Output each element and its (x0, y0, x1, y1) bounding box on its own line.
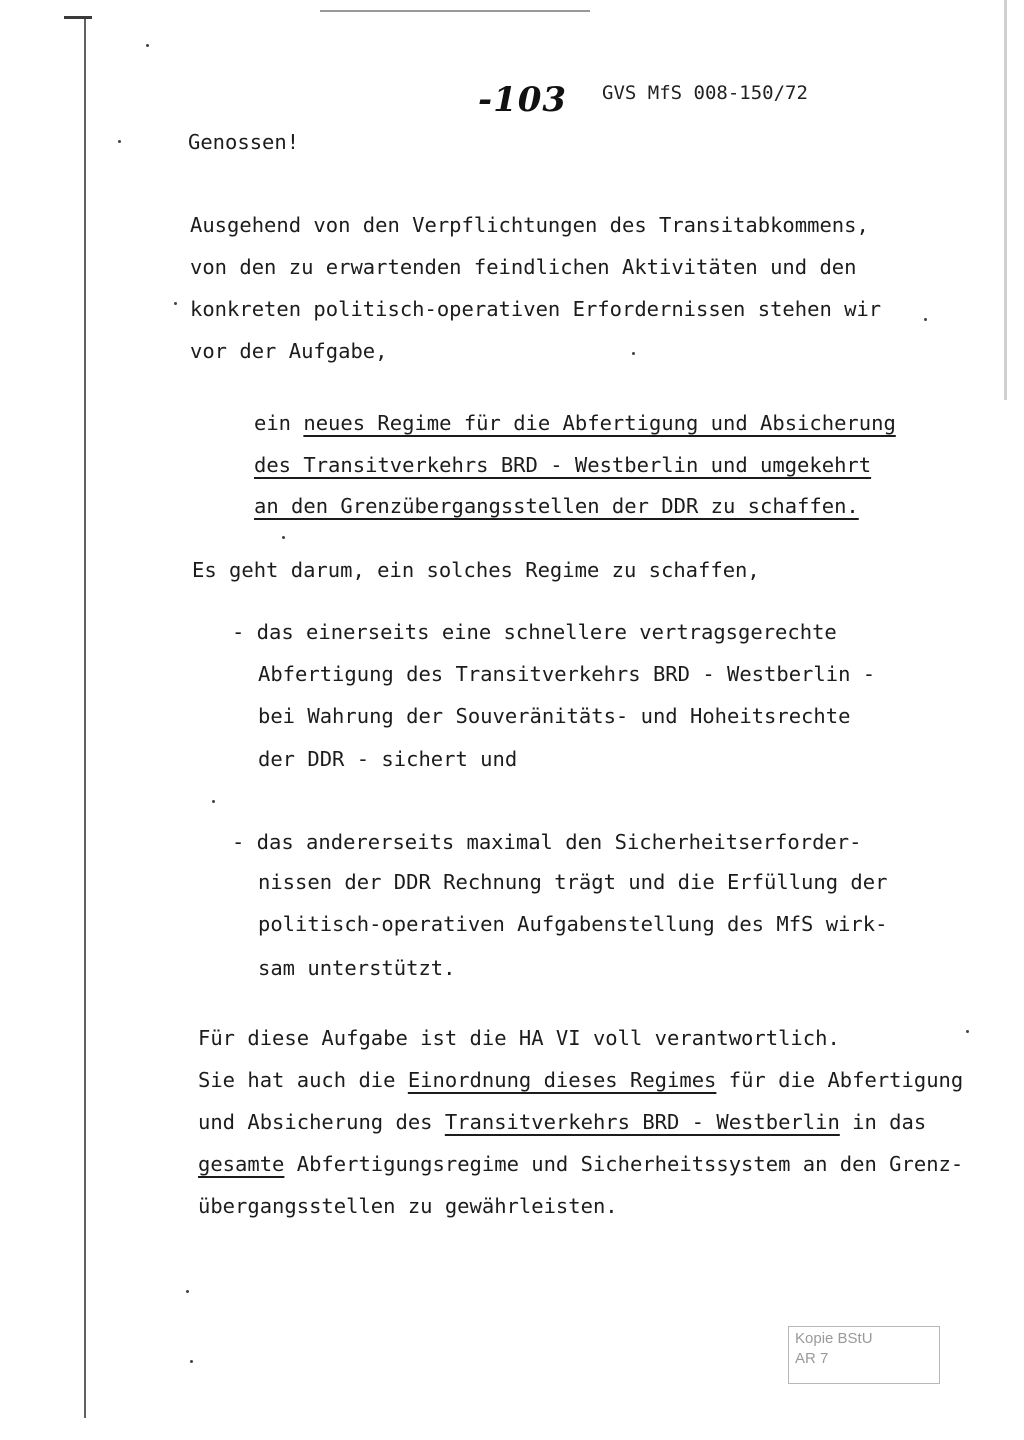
archive-stamp (788, 1326, 940, 1384)
task-prefix: ein (254, 411, 304, 435)
task-line (254, 453, 871, 477)
responsibility-text: und Absicherung des (198, 1110, 445, 1134)
point-1-line: bei Wahrung der Souveränitäts- und Hoheitsrechte (258, 704, 851, 728)
scan-speck (146, 44, 149, 47)
top-rule-line (320, 10, 590, 12)
point-2-line: nissen der DDR Rechnung trägt und die Erfüllung der (258, 870, 888, 894)
intro-line: vor der Aufgabe, (190, 339, 388, 363)
salutation: Genossen! (188, 130, 300, 154)
stamp-line: AR 7 (795, 1350, 829, 1367)
regime-intro: Es geht darum, ein solches Regime zu schaffen, (192, 558, 760, 582)
point-1-line: - das einerseits eine schnellere vertragsgerechte (232, 620, 837, 644)
scan-speck (924, 318, 927, 321)
intro-line: Ausgehend von den Verpflichtungen des Transitabkommens, (190, 213, 869, 237)
scan-speck (966, 1030, 969, 1033)
scan-speck (118, 140, 121, 143)
task-underlined-text: des Transitverkehrs BRD - Westberlin und umgekehrt (254, 453, 872, 477)
page-edge-shadow (1004, 0, 1007, 400)
task-underlined-text: an den Grenzübergangsstellen der DDR zu schaffen. (254, 494, 859, 518)
point-1-line: der DDR - sichert und (258, 747, 518, 771)
responsibility-line: Für diese Aufgabe ist die HA VI voll verantwortlich. (198, 1026, 840, 1050)
responsibility-line (198, 1110, 926, 1134)
scan-speck (632, 352, 635, 355)
intro-line: von den zu erwartenden feindlichen Aktivitäten und den (190, 255, 857, 279)
document-reference: GVS MfS 008-150/72 (602, 82, 808, 104)
responsibility-line (198, 1068, 963, 1092)
scan-speck (190, 1360, 193, 1363)
responsibility-underlined-text: gesamte (198, 1152, 285, 1176)
responsibility-text: für die Abfertigung (716, 1068, 964, 1092)
scan-speck (174, 302, 177, 305)
point-2-line: - das andererseits maximal den Sicherheitserforder- (232, 830, 862, 854)
responsibility-underlined-text: Einordnung dieses Regimes (407, 1068, 717, 1092)
scan-speck (212, 800, 215, 803)
task-line (254, 494, 859, 518)
responsibility-underlined-text: Transitverkehrs BRD - Westberlin (444, 1110, 840, 1134)
point-2-line: sam unterstützt. (258, 956, 456, 980)
responsibility-text: Abfertigungsregime und Sicherheitssystem an den Grenz- (284, 1152, 964, 1176)
stamp-line: Kopie BStU (795, 1330, 873, 1347)
scan-speck (282, 536, 285, 539)
responsibility-text: Sie hat auch die (198, 1068, 408, 1092)
responsibility-line (198, 1152, 963, 1176)
page-number: -103 (478, 80, 568, 120)
point-2-line: politisch-operativen Aufgabenstellung des MfS wirk- (258, 912, 888, 936)
binding-mark (64, 16, 92, 19)
binding-margin-line (84, 18, 86, 1418)
task-line (254, 411, 896, 435)
scan-speck (186, 1290, 189, 1293)
task-underlined-text: neues Regime für die Abfertigung und Absicherung (303, 411, 896, 435)
point-1-line: Abfertigung des Transitverkehrs BRD - Westberlin - (258, 662, 876, 686)
responsibility-line: übergangsstellen zu gewährleisten. (198, 1194, 618, 1218)
intro-line: konkreten politisch-operativen Erfordernissen stehen wir (190, 297, 882, 321)
responsibility-text: in das (839, 1110, 927, 1134)
